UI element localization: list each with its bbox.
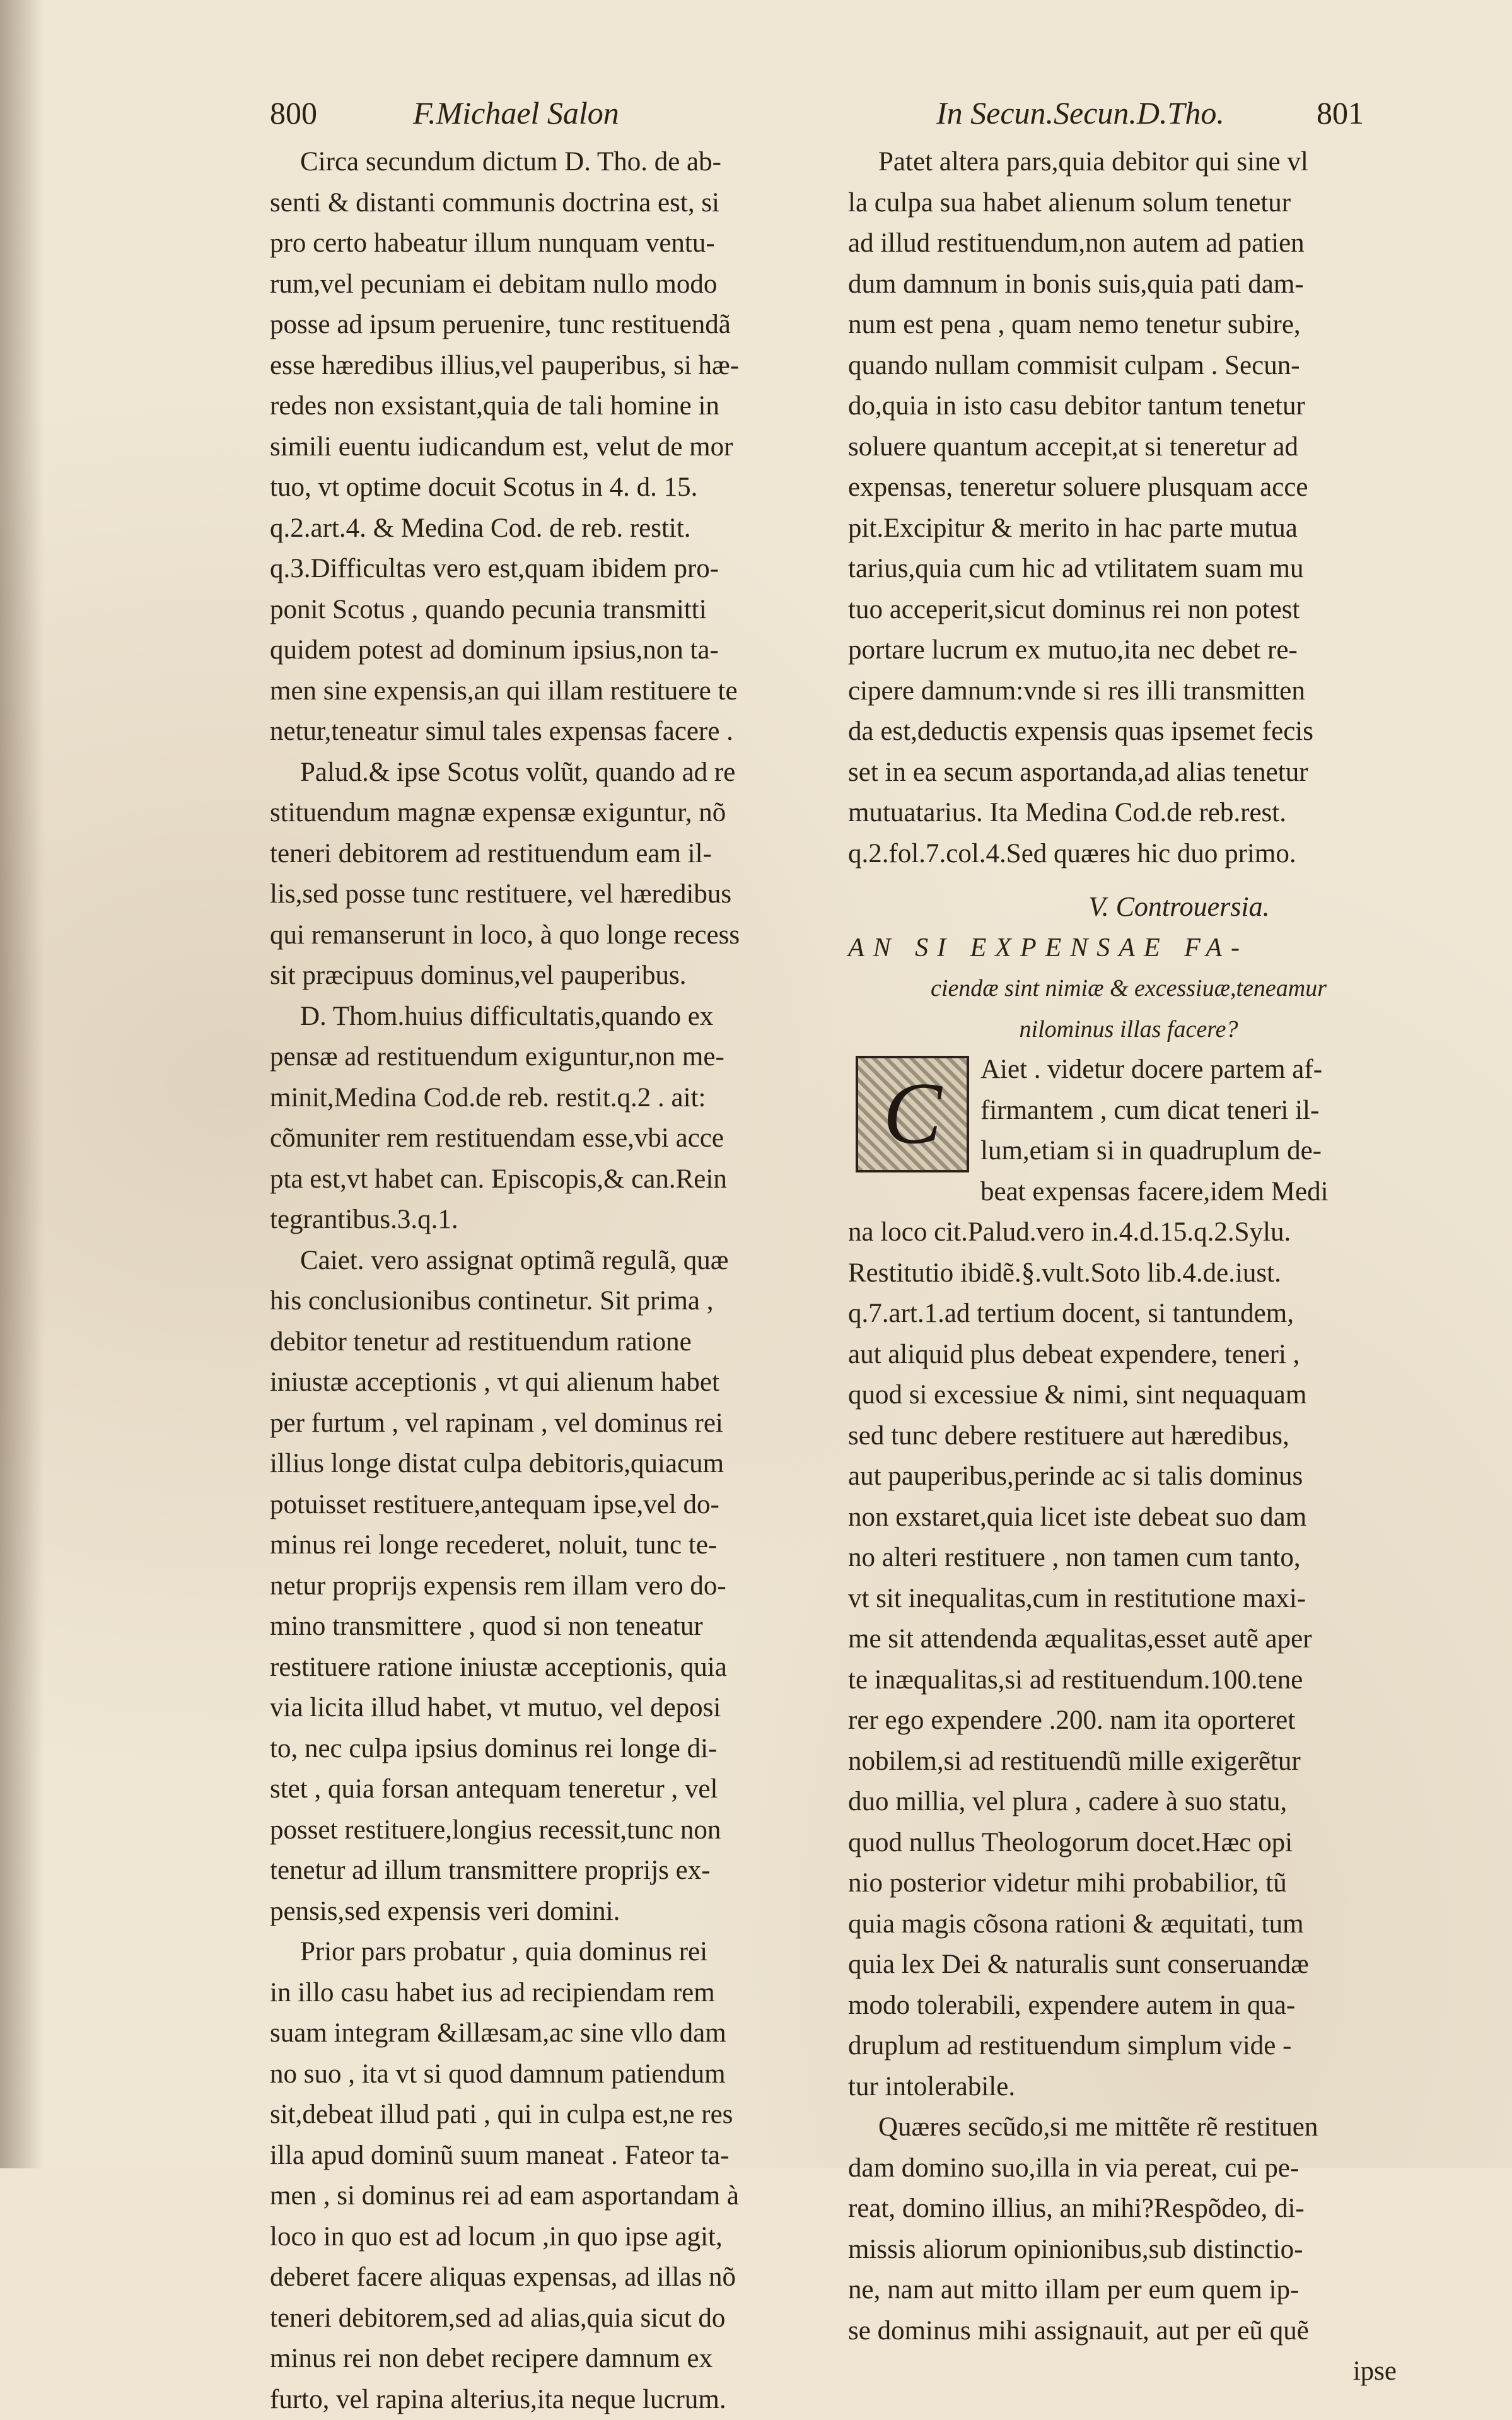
text-line: in illo casu habet ius ad recipiendam rem — [270, 1973, 831, 2014]
text-line: senti & distanti communis doctrina est, si — [270, 183, 831, 224]
text-line: mutuatarius. Ita Medina Cod.de reb.rest. — [848, 793, 1409, 834]
text-line: illius longe distat culpa debitoris,quiacum — [270, 1444, 831, 1485]
text-line: portare lucrum ex mutuo,ita nec debet re- — [848, 630, 1409, 671]
text-line: tarius,quia cum hic ad vtilitatem suam mu — [848, 549, 1409, 590]
text-line: minus rei longe recederet, noluit, tunc te- — [270, 1525, 831, 1566]
text-line: aut pauperibus,perinde ac si talis dominus — [848, 1456, 1409, 1497]
left-text-column — [270, 142, 831, 2420]
text-line: Caiet. vero assignat optimã regulã, quæ — [270, 1241, 831, 1282]
text-line: set in ea secum asportanda,ad alias tenetur — [848, 752, 1409, 793]
text-line: redes non exsistant,quia de tali homine in — [270, 386, 831, 427]
text-line: tegrantibus.3.q.1. — [270, 1200, 831, 1241]
text-line: q.2.art.4. & Medina Cod. de reb. restit. — [270, 508, 831, 549]
text-line: tur intolerabile. — [848, 2067, 1409, 2108]
text-line: qui remanserunt in loco, à quo longe recess — [270, 915, 831, 956]
text-line: se dominus mihi assignauit, aut per eũ quẽ — [848, 2311, 1409, 2352]
text-line: te inæqualitas,si ad restituendum.100.tene — [848, 1660, 1409, 1701]
dropcap-paragraph — [848, 1049, 1409, 1212]
text-line: na loco cit.Palud.vero in.4.d.15.q.2.Sylu. — [848, 1212, 1409, 1253]
text-line: debitor tenetur ad restituendum ratione — [270, 1322, 831, 1363]
text-line: sit,debeat illud pati , qui in culpa est,ne res — [270, 2095, 831, 2136]
left-page-number: 800 — [270, 95, 317, 131]
text-line: pensis,sed expensis veri domini. — [270, 1891, 831, 1932]
text-line: ne, nam aut mitto illam per eum quem ip- — [848, 2270, 1409, 2311]
text-line: netur proprijs expensis rem illam vero do- — [270, 1566, 831, 1607]
text-line: aut aliquid plus debeat expendere, teneri , — [848, 1335, 1409, 1376]
text-line: reat, domino illius, an mihi?Respõdeo, di- — [848, 2189, 1409, 2230]
text-line: to, nec culpa ipsius dominus rei longe di- — [270, 1729, 831, 1770]
binding-shadow — [0, 0, 44, 2168]
text-line: Restitutio ibidẽ.§.vult.Soto lib.4.de.iust. — [848, 1253, 1409, 1294]
text-line: no suo , ita vt si quod damnum patiendum — [270, 2054, 831, 2095]
text-line: quando nullam commisit culpam . Secun- — [848, 346, 1409, 387]
text-line: modo tolerabili, expendere autem in qua- — [848, 1985, 1409, 2026]
text-line: rum,vel pecuniam ei debitam nullo modo — [270, 264, 831, 305]
text-line: D. Thom.huius difficultatis,quando ex — [270, 997, 831, 1038]
text-line: soluere quantum accepit,at si teneretur ad — [848, 427, 1409, 468]
text-line: rer ego expendere .200. nam ita oporteret — [848, 1700, 1409, 1741]
text-line: da est,deductis expensis quas ipsemet fecis — [848, 711, 1409, 752]
text-line: quia magis cõsona rationi & æquitati, tum — [848, 1904, 1409, 1945]
text-line: druplum ad restituendum simplum vide - — [848, 2026, 1409, 2067]
text-line: posse ad ipsum peruenire, tunc restituendã — [270, 305, 831, 346]
text-line: dam domino suo,illa in via pereat, cui pe- — [848, 2148, 1409, 2189]
text-line: Patet altera pars,quia debitor qui sine vl — [848, 142, 1409, 183]
text-line: men sine expensis,an qui illam restituere te — [270, 671, 831, 712]
text-line: dum damnum in bonis suis,quia pati dam- — [848, 264, 1409, 305]
text-line: do,quia in isto casu debitor tantum tenetur — [848, 386, 1409, 427]
text-line: Aiet . videtur docere partem af- — [848, 1049, 1409, 1090]
text-line: loco in quo est ad locum ,in quo ipse agit, — [270, 2217, 831, 2258]
text-line: sed tunc debere restituere aut hæredibus, — [848, 1416, 1409, 1457]
text-line: Prior pars probatur , quia dominus rei — [270, 1932, 831, 1973]
text-line: lis,sed posse tunc restituere, vel hæredibus — [270, 874, 831, 915]
text-line: cõmuniter rem restituendam esse,vbi acce — [270, 1118, 831, 1159]
question-subheading: nilominus illas facere? — [848, 1009, 1409, 1050]
text-line: restituere ratione iniustæ acceptionis, quia — [270, 1647, 831, 1688]
text-line: netur,teneatur simul tales expensas facere . — [270, 711, 831, 752]
right-page-number: 801 — [1317, 95, 1364, 131]
text-line: tuo acceperit,sicut dominus rei non potest — [848, 590, 1409, 631]
text-line: cipere damnum:vnde si res illi transmitten — [848, 671, 1409, 712]
question-heading: AN SI EXPENSAE FA- — [848, 928, 1409, 969]
text-line: teneri debitorem,sed ad alias,quia sicut do — [270, 2298, 831, 2339]
text-line: men , si dominus rei ad eam asportandam à — [270, 2176, 831, 2217]
text-line: q.2.fol.7.col.4.Sed quæres hic duo primo. — [848, 834, 1409, 875]
text-line: tuo, vt optime docuit Scotus in 4. d. 15. — [270, 467, 831, 508]
text-line: nobilem,si ad restituendũ mille exigerẽtur — [848, 1741, 1409, 1782]
text-line: simili euentu iudicandum est, velut de mor — [270, 427, 831, 468]
text-line: stituendum magnæ expensæ exiguntur, nõ — [270, 793, 831, 834]
text-line: non exstaret,quia licet iste debeat suo dam — [848, 1497, 1409, 1538]
text-line: me sit attendenda æqualitas,esset autẽ aper — [848, 1619, 1409, 1660]
right-text-column — [848, 142, 1409, 2392]
text-line: missis aliorum opinionibus,sub distinctio- — [848, 2230, 1409, 2271]
decorated-initial-letter: C — [858, 1058, 967, 1170]
text-line: pta est,vt habet can. Episcopis,& can.Rein — [270, 1159, 831, 1200]
text-line: quod si excessiue & nimi, sint nequaquam — [848, 1375, 1409, 1416]
text-line: stet , quia forsan antequam teneretur , vel — [270, 1769, 831, 1810]
text-line: pit.Excipitur & merito in hac parte mutua — [848, 508, 1409, 549]
right-running-head: In Secun.Secun.D.Tho. — [936, 95, 1224, 131]
text-line: num est pena , quam nemo tenetur subire, — [848, 305, 1409, 346]
text-line: Quæres secũdo,si me mittẽte rẽ restituen — [848, 2107, 1409, 2148]
text-line: quidem potest ad dominum ipsius,non ta- — [270, 630, 831, 671]
text-line: beat expensas facere,idem Medi — [848, 1172, 1409, 1213]
catchword: ipse — [848, 2351, 1409, 2392]
text-line: q.7.art.1.ad tertium docent, si tantundem, — [848, 1294, 1409, 1335]
text-line: mino transmittere , quod si non teneatur — [270, 1606, 831, 1647]
text-line: Circa secundum dictum D. Tho. de ab- — [270, 142, 831, 183]
question-subheading: ciendæ sint nimiæ & excessiuæ,teneamur — [848, 968, 1409, 1009]
text-line: vt sit inequalitas,cum in restitutione maxi- — [848, 1579, 1409, 1620]
text-line: minit,Medina Cod.de reb. restit.q.2 . ait: — [270, 1078, 831, 1119]
text-line: duo millia, vel plura , cadere à suo statu, — [848, 1782, 1409, 1823]
text-line: suam integram &illæsam,ac sine vllo dam — [270, 2013, 831, 2054]
text-line: pro certo habeatur illum nunquam ventu- — [270, 223, 831, 264]
text-line: deberet facere aliquas expensas, ad illas nõ — [270, 2257, 831, 2298]
text-line: q.3.Difficultas vero est,quam ibidem pro- — [270, 549, 831, 590]
section-heading: V. Controuersia. — [848, 887, 1409, 928]
left-running-head: F.Michael Salon — [413, 95, 619, 131]
text-line: posset restituere,longius recessit,tunc non — [270, 1810, 831, 1851]
text-line: via licita illud habet, vt mutuo, vel deposi — [270, 1688, 831, 1729]
text-line: iniustæ acceptionis , vt qui alienum habet — [270, 1362, 831, 1403]
text-line: no alteri restituere , non tamen cum tanto, — [848, 1538, 1409, 1579]
decorated-initial — [856, 1056, 969, 1172]
text-line: sit præcipuus dominus,vel pauperibus. — [270, 956, 831, 997]
text-line: quia lex Dei & naturalis sunt conseruandæ — [848, 1944, 1409, 1985]
text-line: ad illud restituendum,non autem ad patien — [848, 223, 1409, 264]
text-line: lum,etiam si in quadruplum de- — [848, 1131, 1409, 1172]
text-line: quod nullus Theologorum docet.Hæc opi — [848, 1823, 1409, 1864]
text-line: minus rei non debet recipere damnum ex — [270, 2339, 831, 2380]
text-line: ponit Scotus , quando pecunia transmitti — [270, 590, 831, 631]
text-line: expensas, teneretur soluere plusquam acce — [848, 467, 1409, 508]
text-line: tenetur ad illum transmittere proprijs ex- — [270, 1850, 831, 1891]
text-line: his conclusionibus continetur. Sit prima , — [270, 1281, 831, 1322]
text-line: pensæ ad restituendum exiguntur,non me- — [270, 1037, 831, 1078]
text-line: potuisset restituere,antequam ipse,vel do- — [270, 1485, 831, 1526]
text-line: teneri debitorem ad restituendum eam il- — [270, 834, 831, 875]
text-line: per furtum , vel rapinam , vel dominus rei — [270, 1403, 831, 1444]
text-line: illa apud dominũ suum maneat . Fateor ta- — [270, 2136, 831, 2177]
text-line: firmantem , cum dicat teneri il- — [848, 1090, 1409, 1131]
text-line: furto, vel rapina alterius,ita neque lucrum. — [270, 2380, 831, 2420]
text-line: la culpa sua habet alienum solum tenetur — [848, 183, 1409, 224]
text-line: Palud.& ipse Scotus volũt, quando ad re — [270, 752, 831, 793]
text-line: esse hæredibus illius,vel pauperibus, si hæ- — [270, 346, 831, 387]
text-line: nio posterior videtur mihi probabilior, tũ — [848, 1863, 1409, 1904]
